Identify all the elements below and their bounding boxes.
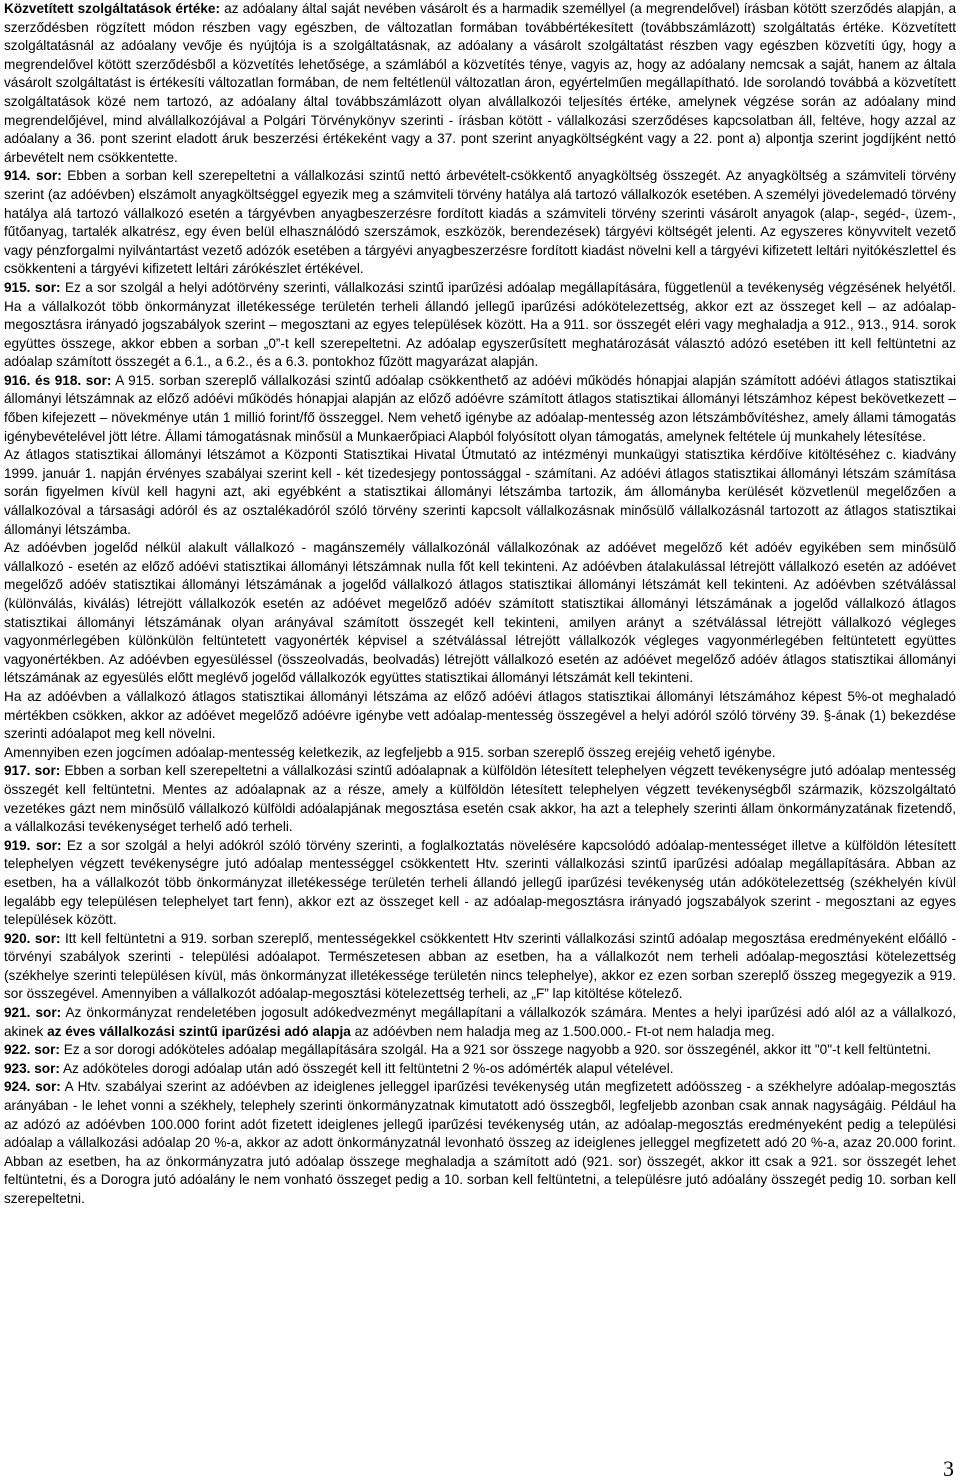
body-text: Az önkormányzat rendeletében jogosult adókedvezményt megállapítani a vállalkozók számára. Mentes a helyi iparűzési adó alól az a vállalkozó, akinek — [4, 1005, 956, 1039]
paragraph — [4, 446, 956, 539]
body-text: Ha az adóévben a vállalkozó átlagos statisztikai állományi létszáma az előző adóévi átlagos statisztikai állományi létszámához képest 5%-ot meghaladó mértékben csökken, akkor az adóévet megelőző adóévre igénybe vett adóalap-mentesség összegével a helyi adóról szóló törvény 39. §-ának (1) bekezdése szerinti adóalapot meg kell növelni. — [4, 688, 956, 742]
body-text: Ez a sor szolgál a helyi adókról szóló törvény szerinti, a foglalkoztatás növelésére kapcsolódó adóalap-mentességet illetve a külföldön létesített telephelyen végzett tevékenységre jutó adóalap mentességgel csökkentett Htv. szerinti vállalkozási szintű iparűzési adóalap megállapítására. Abban az esetben, ha a vállalkozót több önkormányzat illetékessége területén terheli állandó jellegű iparűzési tevékenység után adókötelezettség (székhelyén kívül legalább egy településen telephelyet tart fenn), akkor ezt az összeget kell - az adóalap-megosztásra irányadó jogszabályok szerint - megosztani az egyes települések között. — [4, 837, 956, 928]
body-text: Az adóköteles dorogi adóalap után adó összegét kell itt feltüntetni 2 %-os adómérték alapul vételével. — [59, 1060, 674, 1076]
paragraph — [4, 167, 956, 279]
bold-text: Közvetített szolgáltatások értéke: — [4, 1, 221, 16]
bold-text: 921. sor: — [4, 1005, 62, 1021]
bold-text: 922. sor: — [4, 1042, 60, 1058]
paragraph — [4, 372, 956, 446]
body-text: A Htv. szabályai szerint az adóévben az ideiglenes jelleggel iparűzési tevékenység után megfizetett adóösszeg - a székhelyre adóalap-megosztás arányában - le lehet vonni a székhely, telephely szerinti önkormányzatnak kimutatott adó összegből, legfeljebb azonban csak annak nagyságáig. Például ha az adózó az adóévben 100.000 forint adót fizetett ideiglenes jellegű iparűzési tevékenység után, az adóalap-megosztás eredményeként pedig a települési adóalap a vállalkozási adóalap 20 %-a, akkor az adott önkormányzatnál levonható összeg az ideiglenes jelleggel megfizetett adó 20 %-a, azaz 20.000 forint. Abban az esetben, ha az önkormányzatra jutó adóalap összege meghaladja a számított adó (921. sor) összegét, akkor itt csak a 921. sor összegét lehet feltüntetni, és a Dorogra jutó adóalány le nem vonható összeget pedig a 10. sorban kell feltüntetni, a településre jutó adóalány összegét pedig 10. sorban kell szerepeltetni. — [4, 1079, 956, 1206]
body-text: Ez a sor dorogi adóköteles adóalap megállapítására szolgál. Ha a 921 sor összege nagyobb a 920. sor összegénél, akkor itt "0"-t kell feltüntetni. — [59, 1042, 932, 1058]
bold-text: 923. sor: — [4, 1060, 60, 1076]
body-text: Az átlagos statisztikai állományi létszámot a Központi Statisztikai Hivatal Útmutató az intézményi munkaügyi statisztika kérdőíve kitöltéséhez c. kiadvány 1999. január 1. napján érvényes szabályai szerint kell - két tizedesjegy pontossággal - számítani. Az adóévi átlagos statisztikai állományi létszám számítása során figyelmen kívül kell hagyni azt, aki egyébként a statisztikai állományi létszámba tartozik, ám állományba kerülését közvetlenül megelőzően a vállalkozóval a társasági adóról és az osztalékadóról szóló törvény szerinti kapcsolt vállalkozásnak minősülő vállalkozásnál tartozott az átlagos statisztikai állományi létszámba. — [4, 447, 956, 537]
document-body — [4, 0, 956, 1209]
body-text: az adóévben nem haladja meg az 1.500.000.- Ft-ot nem haladja meg. — [350, 1023, 775, 1039]
page-number: 3 — [943, 1456, 954, 1481]
bold-text: az éves vállalkozási szintű iparűzési adó alapja — [47, 1023, 351, 1039]
body-text: Itt kell feltüntetni a 919. sorban szereplő, mentességekkel csökkentett Htv szerinti vállalkozási szintű adóalap megosztása eredményeként előálló - törvényi szabályok szerinti - települési adóalapot. Természetesen abban az esetben, ha a vállalkozót nem terheli adóalap-megosztási kötelezettség (székhelye szerinti településen kívül, más önkormányzat illetékessége területén nincs telephelye), akkor ez ezen sorban szereplő összeg megegyezik a 919. sor összegével. Amennyiben a vállalkozót adóalap-megosztási kötelezettség terheli, az „F” lap kitöltése kötelező. — [4, 930, 957, 1002]
paragraph — [4, 279, 956, 372]
paragraph — [4, 539, 956, 688]
paragraph — [4, 837, 956, 930]
body-text: Amennyiben ezen jogcímen adóalap-mentesség keletkezik, az legfeljebb a 915. sorban szereplő összeg erejéig vehető igénybe. — [4, 744, 776, 760]
bold-text: 924. sor: — [4, 1079, 61, 1095]
paragraph — [4, 744, 956, 763]
paragraph — [4, 930, 956, 1004]
body-text: az adóalany által saját nevében vásárolt és a harmadik személlyel (a megrendelővel) írásban kötött szerződés alapján, a szerződésben rögzített módon részben vagy egészben, de változatlan formában továbbértékesített (továbbszámlázott) szolgáltatás értéke. Közvetített szolgáltatásnál az adóalany vevője és nyújtója is a szolgáltatásnak, az adóalany a vásárolt szolgáltatást részben vagy egészben közvetíti úgy, hogy a megrendelővel kötött szerződésből a közvetítés lehetősége, a számlából a közvetítés ténye, vagyis az, hogy az adóalany nemcsak a saját, hanem az általa vásárolt szolgáltatást is értékesíti változatlan formában, de nem feltétlenül változatlan áron, egyértelműen megállapítható. Ide sorolandó továbbá a közvetített szolgáltatások közé nem tartozó, az adóalany által továbbszámlázott olyan alvállalkozói teljesítés értéke, amelynek végzése során az adóalany mind megrendelőjével, mind alvállalkozójával a Polgári Törvénykönyv szerinti - írásban kötött - vállalkozási szerződéses kapcsolatban áll, feltéve, hogy azzal az adóalany a 36. pont szerint eladott áruk beszerzési értékeként vagy a 37. pont szerint anyagköltségként vagy a 22. pont a) alpontja szerint jogdíjként nettó árbevételt nem csökkentette. — [4, 1, 957, 165]
bold-text: 920. sor: — [4, 930, 61, 946]
body-text: A 915. sorban szereplő vállalkozási szintű adóalap csökkenthető az adóévi működés hónapjai alapján számított adóévi átlagos statisztikai állományi létszámnak az előző adóévi működés hónapjai alapján az előző adóévre számított átlagos statisztikai állományi létszámhoz képest bekövetkezett – főben kifejezett – növekménye után 1 millió forint/fő összeggel. Nem vehető igénybe az adóalap-mentesség azon létszámbővítéshez, amely állami támogatás igénybevételével jött létre. Állami támogatásnak minősül a Munkaerőpiaci Alapból folyósított olyan támogatás, amelynek feltétele új munkahely létesítése. — [4, 372, 956, 444]
paragraph — [4, 0, 956, 167]
body-text: Ez a sor szolgál a helyi adótörvény szerinti, vállalkozási szintű iparűzési adóalap megállapítására, függetlenül a tevékenység végzésének helyétől. Ha a vállalkozót több önkormányzat illetékessége területén terheli állandó jellegű iparűzési adókötelezettség, akkor ezt az összeget kell – az adóalap-megosztásra irányadó jogszabályok szerint – megosztani az egyes települések között. Ha a 911. sor összegét eléri vagy meghaladja a 912., 913., 914. sorok együttes összege, akkor ebben a sorban „0”-t kell szerepeltetni. Az adóalap egyszerűsített meghatározását választó adózó esetében itt kell feltüntetni az adóalap számított összegét a 6.1., a 6.2., és a 6.3. pontokhoz fűzött magyarázat alapján. — [4, 279, 956, 370]
bold-text: 919. sor: — [4, 837, 62, 853]
bold-text: 915. sor: — [4, 279, 61, 295]
body-text: Az adóévben jogelőd nélkül alakult vállalkozó - magánszemély vállalkozónál vállalkozónak az adóévet megelőző két adóév egyikében sem minősülő vállalkozó - esetén az előző adóévi statisztikai állományi létszámnak nulla főt kell tekinteni. Az adóévben átalakulással létrejött vállalkozó esetén az adóévet megelőző adóév statisztikai állományi létszámának a jogelőd vállalkozó átlagos statisztikai állományi létszámát kell tekinteni. Az adóévben szétválással (különválás, kiválás) létrejött vállalkozók esetén az adóévet megelőző adóév számított statisztikai állományi létszámának a jogelőd vállalkozó átlagos statisztikai állományi létszámának olyan arányával számított összegét kell tekinteni, amilyen arányt a szétválással létrejött vállalkozó végleges vagyonmérlegében különkülön feltüntetett vagyonérték képvisel a szétválással létrejött vállalkozók végleges vagyonmérlegében feltüntetett együttes vagyonértékben. Az adóévben egyesüléssel (összeolvadás, beolvadás) létrejött vállalkozó esetén az adóévet megelőző adóév átlagos statisztikai állományi létszámának az egyesülés előtt meglévő jogelőd vállalkozók együttes statisztikai állományi létszámát kell tekinteni. — [4, 540, 956, 686]
body-text: Ebben a sorban kell szerepeltetni a vállalkozási szintű adóalapnak a külföldön létesített telephelyen végzett tevékenységre jutó adóalap mentesség összegét kell feltüntetni. Mentes az adóalapnak az a része, amely a külföldön létesített telephelyen végzett tevékenységből származik, közszolgáltató vezetékes gázt nem minősülő vállalkozó külföldi adóalapjának megosztása esetén csak akkor, ha azt a telephely szerinti állam önkormányzatának fizetendő, a vállalkozási tevékenységet terhelő adó terheli. — [4, 763, 956, 835]
body-text: Ebben a sorban kell szerepeltetni a vállalkozási szintű nettó árbevételt-csökkentő anyagköltség összegét. Az anyagköltség a számviteli törvény szerint (az adóévben) elszámolt anyagköltséggel egyezik meg a számviteli törvény hatálya alá tartozó vállalkozók esetében. A személyi jövedelemadó törvény hatálya alá tartozó vállalkozó esetén a tárgyévben anyagbeszerzésre fordított kiadás a számviteli törvény szerinti vásárolt anyagok (alap-, segéd-, üzem-, fűtőanyag, tartalék alkatrész, egy éven belül elhasználódó szerszámok, eszközök, berendezések) tárgyévi költségét jelenti. Az egyszeres könyvvitelt vezető vagy pénzforgalmi nyilvántartást vezető adózók esetében a tárgyévi anyagbeszerzésre fordított kiadást növelni kell a tárgyévi kifizetett leltári nyitókészlettel és csökkenteni a tárgyévi kifizetett leltári zárókészlet értékével. — [4, 168, 956, 277]
paragraph — [4, 1004, 956, 1041]
bold-text: 916. és 918. sor: — [4, 372, 112, 388]
bold-text: 917. sor: — [4, 763, 61, 779]
paragraph — [4, 1078, 956, 1208]
paragraph — [4, 1041, 956, 1060]
paragraph — [4, 762, 956, 836]
paragraph — [4, 688, 956, 744]
paragraph — [4, 1060, 956, 1079]
bold-text: 914. sor: — [4, 168, 62, 184]
